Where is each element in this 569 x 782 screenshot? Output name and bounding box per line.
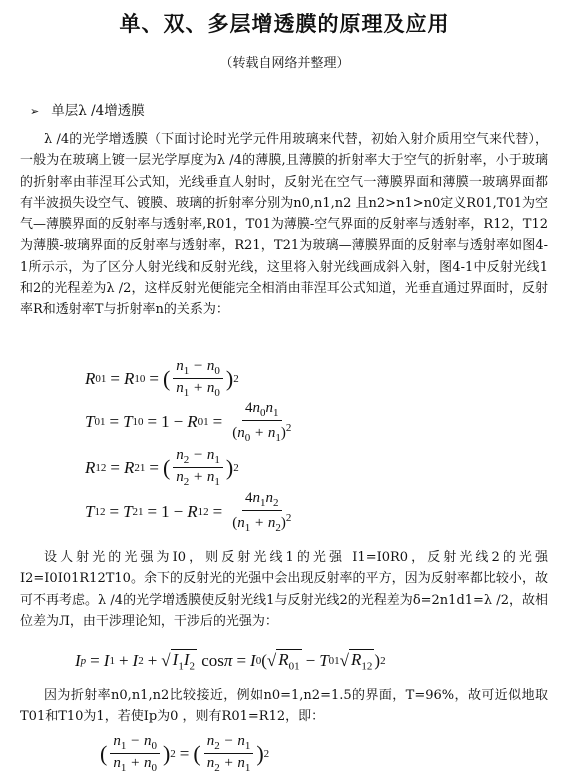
- equation-t01: T 01 = T 10 = 1 − R 01 = $\frac{4n_0n_1}{(n_0 + n_1)^2}$: [85, 400, 292, 444]
- equation-r01: R 01 = R 10 = ( $\frac{n_1 - n_0}{n_1 + n_0}$ ) 2: [85, 358, 239, 399]
- equation-t12: T 12 = T 21 = 1 − R 12 = $\frac{4n_1n_2}{(n_1 + n_2)^2}$: [85, 490, 292, 534]
- equation-condition: ( $\frac{n_1 - n_0}{n_1 + n_0}$ ) 2 = ( $\frac{n_2 - n_1}{n_2 + n_1}$ ) 2: [100, 733, 270, 774]
- section-label: 单层λ /4增透膜: [51, 103, 145, 119]
- paragraph-intro: λ /4的光学增透膜（下面讨论时光学元件用玻璃来代替，初始入射介质用空气来代替），一般为在玻璃上镀一层光学厚度为λ /4的薄膜,且薄膜的折射率大于空气的折射率，小于玻璃的折射率由菲涅耳公式知，光线垂直人射时，反射光在空气一薄膜界面和薄膜一玻璃界面都有半波损失设空气、镀膜、玻璃的折射率分别为n0,n1,n2 且n2>n1>n0定义R01,T01为空气—薄膜界面的反射率与透射率,R01，T01为薄膜-空气界面的反射率与透射率，R12，T12为薄膜-玻璃界面的反射率与透射率，R21，T21为玻璃—薄膜界面的反射率与透射率如图4-1所示示，为了区分人射光线和反射光线，这里将入射光线画成斜入射，图4-1中反射光线1和2的光程差为λ /2，这样反射光便能完全相消由菲涅耳公式知道，光垂直通过界面时，反射率R和透射率T与折射率n的关系为：: [20, 132, 548, 318]
- equation-interference: I p = I 1 + I 2 + √ $I_1I_2$ cos π = I 0 ( √ $R_{01}$ − T 01 √ $R_{12}$ ) 2: [75, 650, 386, 673]
- page-subtitle: （转载自网络并整理）: [219, 56, 350, 71]
- page-title: 单、双、多层增透膜的原理及应用: [119, 11, 450, 36]
- paragraph-approximation: 因为折射率n0,n1,n2比较接近，例如n0=1,n2=1.5的界面，T=96%，故可近似地取T01和T10为1，若使Ip为0 ，则有R01=R12，即：: [20, 688, 548, 725]
- paragraph-intensity: 设人射光的光强为I0，则反射光线1的光强 I1=I0R0，反射光线2的光强I2=I0I01R12T10。余下的反射光的光强中会出现反射率的平方，因为反射率都比较小，故可不再考虑。λ /4的光学增透膜使反射光线1与反射光线2的光程差为δ=2n1d1=λ /2，故相位差为Л，由干涉理论知，干涉后的光强为：: [20, 550, 548, 629]
- equation-r12: R 12 = R 21 = ( $\frac{n_2 - n_1}{n_2 + n_1}$ ) 2: [85, 447, 239, 488]
- section-heading: [30, 99, 145, 119]
- arrow-bullet-icon: ➢: [30, 105, 40, 118]
